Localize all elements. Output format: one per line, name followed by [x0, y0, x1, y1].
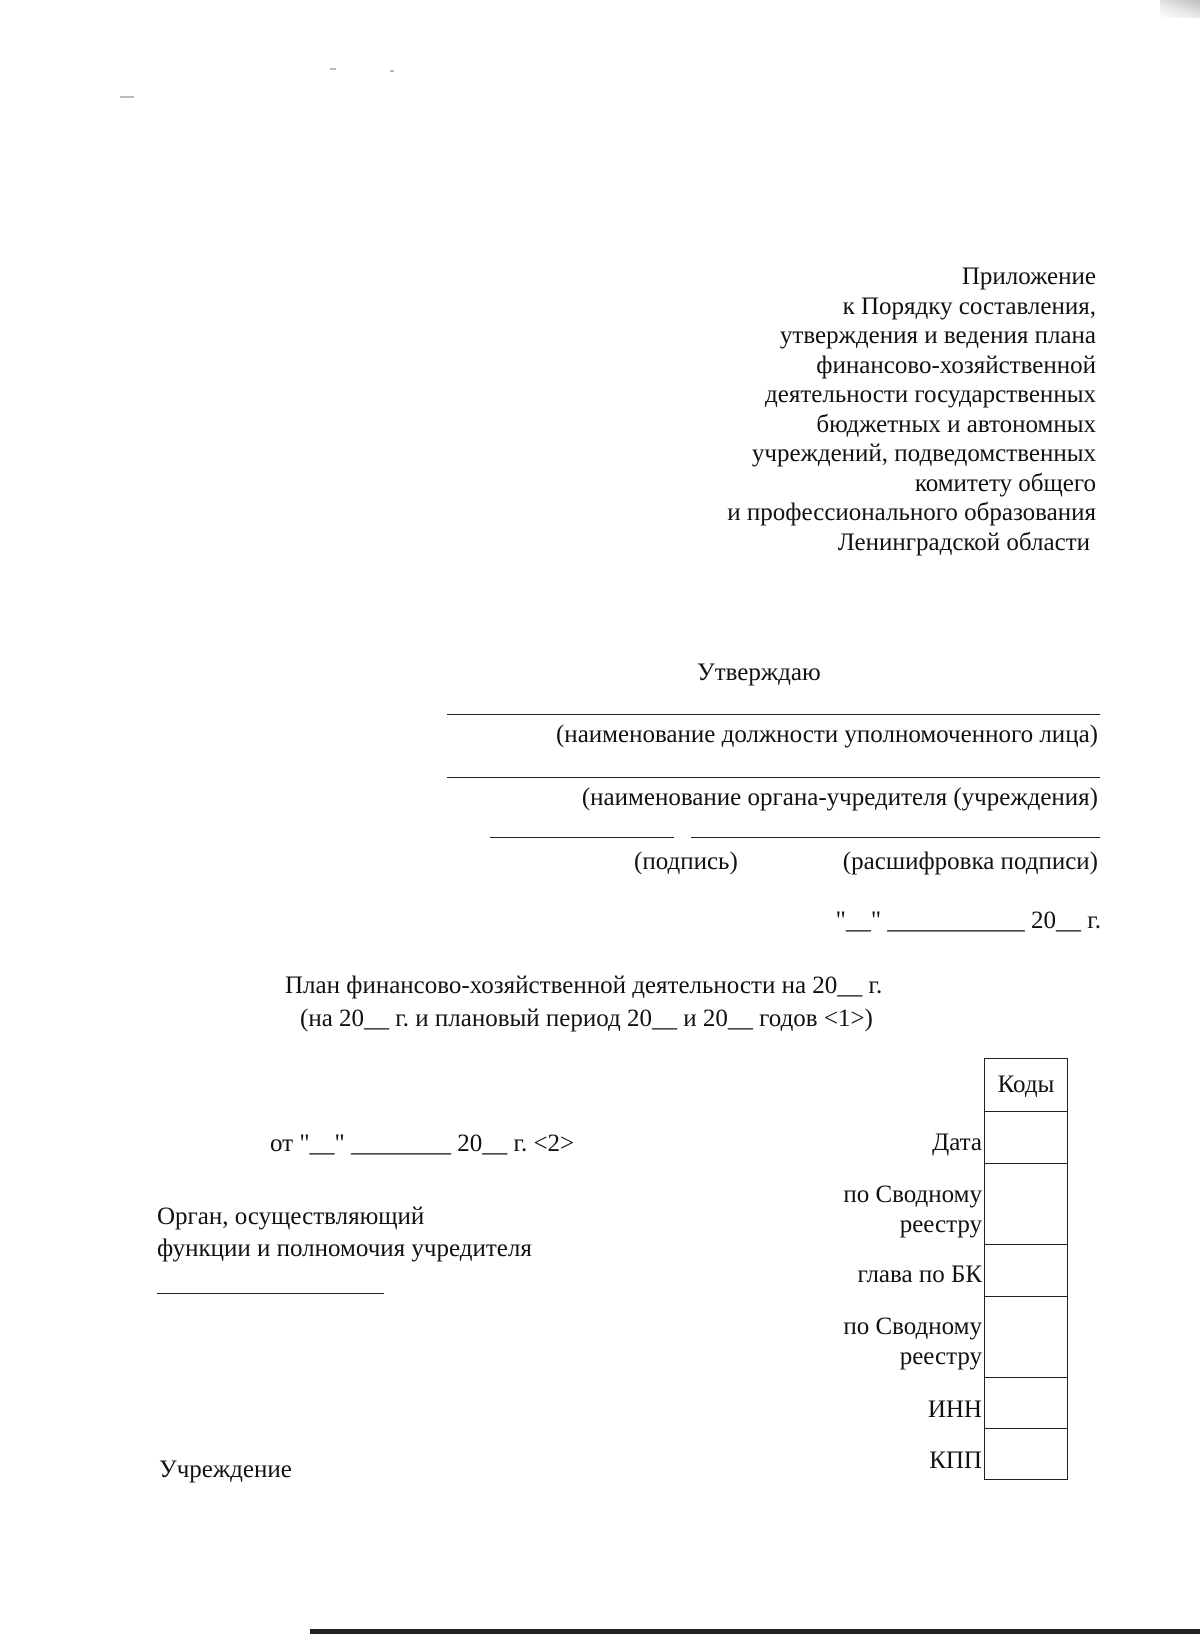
approval-date-line: "__" ___________ 20__ г.: [835, 907, 1101, 934]
signature-decoding-caption: (расшифровка подписи): [842, 848, 1098, 875]
scan-speck: [120, 96, 134, 98]
organ-signature-line: [447, 777, 1100, 778]
code-label-text: по Сводному: [843, 1181, 982, 1208]
scan-speck: [390, 70, 394, 72]
code-cell-registry-2[interactable]: [985, 1297, 1068, 1378]
institution-label: Учреждение: [159, 1456, 292, 1483]
code-label-text: КПП: [929, 1447, 982, 1474]
appendix-line: Приложение: [961, 263, 1096, 290]
code-label-budget-chapter: [857, 1260, 982, 1290]
plan-date-line: от "__" ________ 20__ г. <2>: [270, 1130, 575, 1157]
appendix-line: деятельности государственных: [765, 381, 1096, 408]
appendix-line: Ленинградской области: [837, 528, 1090, 556]
appendix-block: [727, 262, 1096, 557]
code-label-text: ИНН: [927, 1396, 982, 1423]
appendix-line: бюджетных и автономных: [816, 410, 1096, 438]
code-label-text: реестру: [899, 1211, 982, 1238]
founder-label-line2: функции и полномочия учредителя: [157, 1235, 532, 1262]
appendix-line: утверждения и ведения плана: [779, 322, 1096, 349]
code-label-inn: [928, 1395, 982, 1425]
signature-line: [490, 837, 674, 838]
signature-decoding-line: [691, 837, 1100, 838]
code-label-date: [932, 1128, 982, 1158]
appendix-line: учреждений, подведомственных: [751, 440, 1096, 467]
signature-caption: (подпись): [634, 848, 738, 875]
code-label-text: по Сводному: [843, 1313, 982, 1340]
code-label-registry-1: [843, 1180, 982, 1240]
code-cell-budget-chapter[interactable]: [985, 1245, 1068, 1297]
code-cell-date[interactable]: [985, 1112, 1068, 1164]
appendix-line: комитету общего: [914, 469, 1096, 497]
plan-title-line1: План финансово-хозяйственной деятельности на 20__ г.: [285, 972, 883, 999]
scan-bottom-edge: [310, 1629, 1200, 1634]
code-label-text: глава по БК: [857, 1261, 982, 1288]
position-signature-line: [447, 714, 1100, 715]
code-label-text: Дата: [932, 1129, 982, 1156]
code-cell-inn[interactable]: [985, 1378, 1068, 1429]
code-label-kpp: [929, 1446, 982, 1476]
code-cell-kpp[interactable]: [985, 1429, 1068, 1480]
appendix-line: к Порядку составления,: [842, 292, 1096, 320]
codes-table: [984, 1058, 1068, 1480]
scan-corner-shadow: [1160, 0, 1200, 18]
code-label-text: реестру: [899, 1343, 982, 1370]
appendix-line: финансово-хозяйственной: [816, 351, 1096, 379]
code-label-registry-2: [843, 1312, 982, 1372]
organ-caption: (наименование органа-учредителя (учреждения): [581, 784, 1098, 811]
code-cell-registry-1[interactable]: [985, 1164, 1068, 1245]
approval-title: Утверждаю: [697, 659, 821, 686]
founder-fill-line: [157, 1293, 384, 1294]
codes-header: Коды: [985, 1059, 1068, 1112]
position-caption: (наименование должности уполномоченного лица): [555, 721, 1098, 748]
plan-title-line2: (на 20__ г. и плановый период 20__ и 20__ годов <1>): [300, 1005, 873, 1032]
founder-label-line1: Орган, осуществляющий: [157, 1203, 425, 1230]
scan-speck: [330, 68, 336, 70]
appendix-line: и профессионального образования: [727, 499, 1096, 526]
